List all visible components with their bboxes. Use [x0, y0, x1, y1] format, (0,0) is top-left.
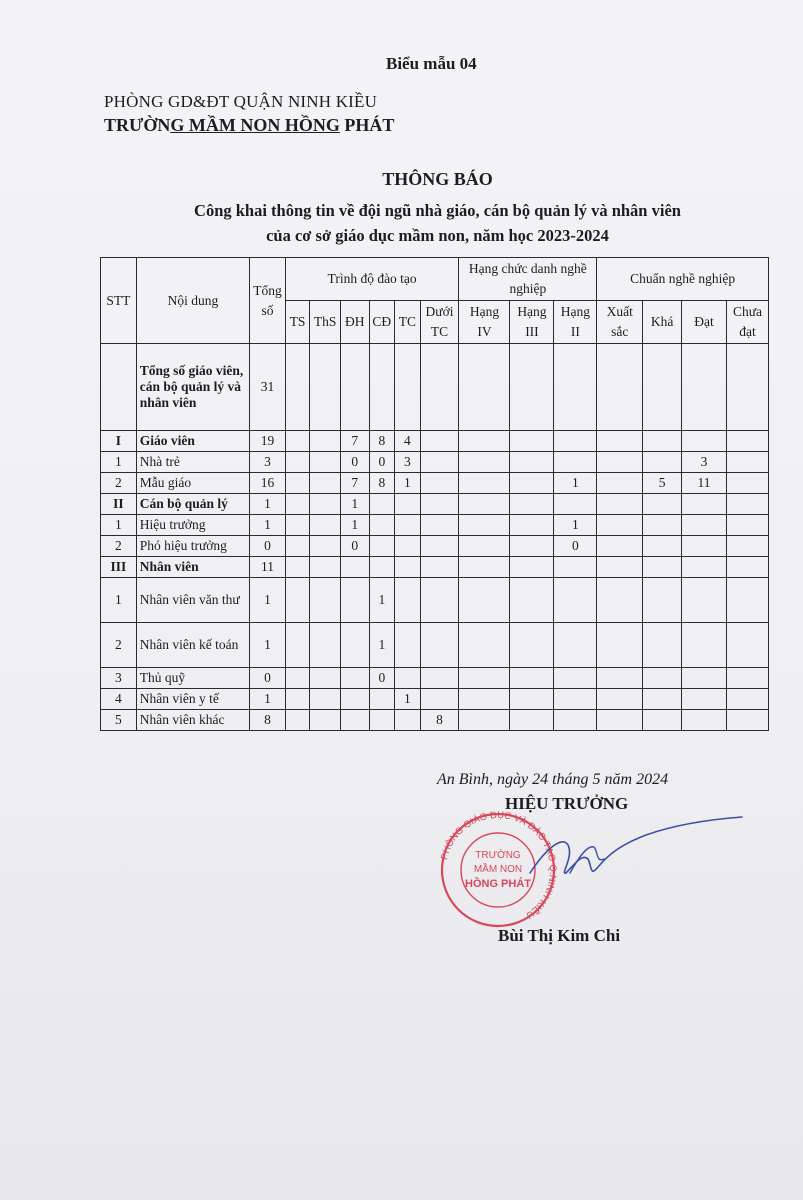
cell-dh: 7: [340, 473, 369, 494]
cell-not-pass: [726, 536, 768, 557]
cell-ts: [285, 344, 310, 431]
table-row: [101, 623, 769, 668]
cell-content: Nhân viên khác: [136, 710, 249, 731]
agency-name: PHÒNG GD&ĐT QUẬN NINH KIỀU: [104, 92, 378, 111]
header-not-pass: Chưa đạt: [726, 301, 768, 344]
cell-good: [643, 536, 682, 557]
cell-rank2: [554, 668, 597, 689]
stamp-line-1: TRƯỜNG: [475, 850, 521, 861]
cell-rank3: [510, 557, 554, 578]
cell-rank2: [554, 623, 597, 668]
cell-below-tc: [420, 623, 459, 668]
cell-good: [643, 344, 682, 431]
cell-rank3: [510, 515, 554, 536]
cell-ts: [285, 623, 310, 668]
cell-rank2: [554, 494, 597, 515]
cell-pass: 11: [682, 473, 727, 494]
header-content: Nội dung: [136, 258, 249, 344]
cell-excellent: [597, 710, 643, 731]
table-row: [101, 557, 769, 578]
cell-good: [643, 578, 682, 623]
cell-ths: [310, 431, 341, 452]
cell-content: Hiệu trưởng: [136, 515, 249, 536]
cell-ts: [285, 431, 310, 452]
cell-ts: [285, 515, 310, 536]
cell-pass: [682, 494, 727, 515]
cell-below-tc: [420, 689, 459, 710]
cell-cd: [369, 515, 395, 536]
school-name-suffix: PHÁT: [339, 115, 395, 135]
header-tc: TC: [395, 301, 421, 344]
cell-cd: 0: [369, 452, 395, 473]
stamp-line-2: MẦM NON: [473, 864, 523, 875]
cell-ts: [285, 536, 310, 557]
cell-excellent: [597, 557, 643, 578]
table-header-row-1: [101, 258, 769, 301]
table-row: [101, 494, 769, 515]
cell-below-tc: [420, 515, 459, 536]
cell-rank4: [459, 689, 510, 710]
cell-below-tc: [420, 344, 459, 431]
cell-tc: [395, 668, 421, 689]
cell-stt: 3: [101, 668, 137, 689]
cell-excellent: [597, 452, 643, 473]
cell-total: 16: [250, 473, 286, 494]
cell-excellent: [597, 494, 643, 515]
cell-rank3: [510, 431, 554, 452]
cell-content: Giáo viên: [136, 431, 249, 452]
cell-not-pass: [726, 452, 768, 473]
table-row: [101, 515, 769, 536]
cell-tc: [395, 623, 421, 668]
cell-rank4: [459, 494, 510, 515]
cell-below-tc: 8: [420, 710, 459, 731]
cell-cd: [369, 557, 395, 578]
cell-rank3: [510, 689, 554, 710]
cell-cd: 8: [369, 473, 395, 494]
cell-excellent: [597, 473, 643, 494]
cell-not-pass: [726, 578, 768, 623]
cell-stt: 1: [101, 452, 137, 473]
cell-stt: 5: [101, 710, 137, 731]
cell-tc: 4: [395, 431, 421, 452]
cell-rank3: [510, 344, 554, 431]
cell-rank3: [510, 668, 554, 689]
cell-cd: 1: [369, 578, 395, 623]
cell-rank2: [554, 431, 597, 452]
cell-rank4: [459, 668, 510, 689]
cell-excellent: [597, 431, 643, 452]
cell-stt: 2: [101, 536, 137, 557]
cell-rank4: [459, 578, 510, 623]
cell-excellent: [597, 515, 643, 536]
cell-ts: [285, 710, 310, 731]
header-rank4: Hạng IV: [459, 301, 510, 344]
cell-dh: 7: [340, 431, 369, 452]
cell-rank3: [510, 710, 554, 731]
cell-ths: [310, 689, 341, 710]
cell-not-pass: [726, 515, 768, 536]
cell-ts: [285, 578, 310, 623]
cell-dh: [340, 557, 369, 578]
cell-content: Cán bộ quản lý: [136, 494, 249, 515]
cell-total: 1: [250, 494, 286, 515]
cell-not-pass: [726, 431, 768, 452]
cell-rank3: [510, 494, 554, 515]
cell-content: Nhân viên kế toán: [136, 623, 249, 668]
cell-not-pass: [726, 494, 768, 515]
cell-stt: 1: [101, 515, 137, 536]
cell-dh: [340, 578, 369, 623]
header-excellent: Xuất sắc: [597, 301, 643, 344]
cell-pass: [682, 668, 727, 689]
cell-total: 1: [250, 515, 286, 536]
cell-rank3: [510, 623, 554, 668]
header-cd: CĐ: [369, 301, 395, 344]
cell-pass: [682, 710, 727, 731]
cell-total: 19: [250, 431, 286, 452]
cell-stt: 2: [101, 473, 137, 494]
stamp-ring-text: PHÒNG GIÁO DỤC VÀ ĐÀO TẠO Q.NINH KIỀU: [439, 809, 559, 921]
cell-pass: [682, 623, 727, 668]
cell-rank4: [459, 431, 510, 452]
cell-ths: [310, 668, 341, 689]
cell-ths: [310, 515, 341, 536]
header-training-group: Trình độ đào tạo: [285, 258, 459, 301]
cell-rank4: [459, 515, 510, 536]
cell-dh: 1: [340, 494, 369, 515]
header-dh: ĐH: [340, 301, 369, 344]
notice-subtitle-line2: của cơ sở giáo dục mầm non, năm học 2023-2024: [266, 226, 609, 245]
cell-not-pass: [726, 473, 768, 494]
cell-good: [643, 452, 682, 473]
cell-ths: [310, 557, 341, 578]
cell-cd: [369, 344, 395, 431]
cell-ths: [310, 578, 341, 623]
cell-tc: [395, 710, 421, 731]
cell-rank4: [459, 557, 510, 578]
header-rank-group: Hạng chức danh nghề nghiệp: [459, 258, 597, 301]
cell-content: Nhân viên văn thư: [136, 578, 249, 623]
cell-tc: [395, 344, 421, 431]
cell-good: [643, 515, 682, 536]
cell-good: [643, 668, 682, 689]
cell-rank2: [554, 578, 597, 623]
cell-total: 1: [250, 623, 286, 668]
cell-total: 0: [250, 536, 286, 557]
cell-pass: 3: [682, 452, 727, 473]
cell-rank4: [459, 710, 510, 731]
cell-not-pass: [726, 344, 768, 431]
cell-content: Nhà trẻ: [136, 452, 249, 473]
handwritten-signature: [470, 815, 750, 895]
cell-ths: [310, 452, 341, 473]
cell-below-tc: [420, 473, 459, 494]
header-standard-group: Chuẩn nghề nghiệp: [597, 258, 769, 301]
cell-stt: 2: [101, 623, 137, 668]
cell-stt: I: [101, 431, 137, 452]
cell-rank3: [510, 536, 554, 557]
cell-cd: [369, 710, 395, 731]
table-body: [101, 344, 769, 731]
cell-dh: [340, 710, 369, 731]
cell-cd: 8: [369, 431, 395, 452]
cell-ts: [285, 452, 310, 473]
header-total: Tổng số: [250, 258, 286, 344]
cell-good: [643, 431, 682, 452]
cell-ths: [310, 536, 341, 557]
cell-tc: [395, 578, 421, 623]
cell-content: Mẫu giáo: [136, 473, 249, 494]
cell-pass: [682, 578, 727, 623]
cell-cd: 0: [369, 668, 395, 689]
cell-below-tc: [420, 536, 459, 557]
cell-rank2: [554, 344, 597, 431]
cell-rank2: [554, 452, 597, 473]
cell-content: Thủ quỹ: [136, 668, 249, 689]
cell-pass: [682, 536, 727, 557]
cell-dh: 0: [340, 536, 369, 557]
cell-dh: [340, 689, 369, 710]
place-date: An Bình, ngày 24 tháng 5 năm 2024: [437, 771, 669, 788]
cell-total: 1: [250, 578, 286, 623]
cell-good: 5: [643, 473, 682, 494]
cell-excellent: [597, 623, 643, 668]
table-row: [101, 536, 769, 557]
cell-not-pass: [726, 557, 768, 578]
table-row: [101, 710, 769, 731]
cell-rank3: [510, 452, 554, 473]
cell-tc: [395, 494, 421, 515]
cell-good: [643, 494, 682, 515]
cell-rank4: [459, 344, 510, 431]
cell-rank3: [510, 578, 554, 623]
cell-below-tc: [420, 431, 459, 452]
cell-dh: 0: [340, 452, 369, 473]
cell-below-tc: [420, 557, 459, 578]
cell-pass: [682, 431, 727, 452]
cell-pass: [682, 557, 727, 578]
cell-pass: [682, 515, 727, 536]
table-row: [101, 344, 769, 431]
cell-stt: III: [101, 557, 137, 578]
cell-excellent: [597, 536, 643, 557]
table-row: [101, 473, 769, 494]
cell-not-pass: [726, 689, 768, 710]
cell-rank2: [554, 689, 597, 710]
header-rank2: Hạng II: [554, 301, 597, 344]
cell-stt: 1: [101, 578, 137, 623]
table-row: [101, 578, 769, 623]
cell-cd: 1: [369, 623, 395, 668]
cell-pass: [682, 689, 727, 710]
table-row: [101, 452, 769, 473]
cell-content: Tổng số giáo viên, cán bộ quản lý và nhân viên: [136, 344, 249, 431]
cell-rank4: [459, 473, 510, 494]
cell-excellent: [597, 578, 643, 623]
cell-tc: [395, 536, 421, 557]
notice-title: THÔNG BÁO: [382, 169, 493, 189]
cell-tc: 3: [395, 452, 421, 473]
cell-stt: [101, 344, 137, 431]
table-row: [101, 668, 769, 689]
cell-content: Nhân viên: [136, 557, 249, 578]
cell-ts: [285, 668, 310, 689]
cell-rank4: [459, 623, 510, 668]
cell-tc: 1: [395, 473, 421, 494]
cell-excellent: [597, 689, 643, 710]
cell-rank2: [554, 710, 597, 731]
cell-total: 8: [250, 710, 286, 731]
staff-table: [100, 257, 769, 731]
header-good: Khá: [643, 301, 682, 344]
cell-pass: [682, 344, 727, 431]
signer-name: Bùi Thị Kim Chi: [498, 926, 621, 945]
cell-dh: 1: [340, 515, 369, 536]
cell-not-pass: [726, 710, 768, 731]
cell-ts: [285, 557, 310, 578]
cell-rank2: 1: [554, 515, 597, 536]
cell-below-tc: [420, 452, 459, 473]
cell-rank4: [459, 536, 510, 557]
cell-ts: [285, 473, 310, 494]
header-ts: TS: [285, 301, 310, 344]
cell-not-pass: [726, 623, 768, 668]
notice-subtitle-line1: Công khai thông tin về đội ngũ nhà giáo, cán bộ quản lý và nhân viên: [194, 201, 681, 220]
cell-rank2: 1: [554, 473, 597, 494]
cell-ths: [310, 344, 341, 431]
school-name-underlined: G MẦM NON HỒNG: [170, 115, 340, 135]
cell-total: 11: [250, 557, 286, 578]
cell-ts: [285, 689, 310, 710]
cell-below-tc: [420, 578, 459, 623]
header-ths: ThS: [310, 301, 341, 344]
cell-good: [643, 557, 682, 578]
table-row: [101, 689, 769, 710]
form-number: Biểu mẫu 04: [386, 54, 477, 73]
cell-ts: [285, 494, 310, 515]
cell-dh: [340, 668, 369, 689]
cell-dh: [340, 344, 369, 431]
cell-rank4: [459, 452, 510, 473]
header-below-tc: Dưới TC: [420, 301, 459, 344]
cell-total: 3: [250, 452, 286, 473]
cell-tc: 1: [395, 689, 421, 710]
cell-good: [643, 623, 682, 668]
cell-ths: [310, 623, 341, 668]
cell-cd: [369, 689, 395, 710]
header-pass: Đạt: [682, 301, 727, 344]
cell-content: Nhân viên y tế: [136, 689, 249, 710]
cell-rank3: [510, 473, 554, 494]
signatory-title: HIỆU TRƯỞNG: [505, 794, 629, 813]
cell-rank2: 0: [554, 536, 597, 557]
table-row: [101, 431, 769, 452]
cell-ths: [310, 473, 341, 494]
cell-stt: II: [101, 494, 137, 515]
cell-total: 1: [250, 689, 286, 710]
cell-stt: 4: [101, 689, 137, 710]
cell-dh: [340, 623, 369, 668]
cell-good: [643, 710, 682, 731]
cell-below-tc: [420, 668, 459, 689]
cell-excellent: [597, 668, 643, 689]
cell-good: [643, 689, 682, 710]
school-name: [104, 115, 394, 136]
cell-total: 0: [250, 668, 286, 689]
cell-rank2: [554, 557, 597, 578]
stamp-line-3: HỒNG PHÁT: [465, 878, 531, 890]
cell-excellent: [597, 344, 643, 431]
header-stt: STT: [101, 258, 137, 344]
cell-tc: [395, 557, 421, 578]
cell-cd: [369, 536, 395, 557]
notice-subtitle: [0, 198, 803, 248]
header-rank3: Hạng III: [510, 301, 554, 344]
cell-ths: [310, 494, 341, 515]
cell-total: 31: [250, 344, 286, 431]
cell-below-tc: [420, 494, 459, 515]
cell-tc: [395, 515, 421, 536]
cell-cd: [369, 494, 395, 515]
cell-ths: [310, 710, 341, 731]
cell-not-pass: [726, 668, 768, 689]
cell-content: Phó hiệu trưởng: [136, 536, 249, 557]
school-name-prefix: TRƯỜN: [104, 115, 171, 135]
